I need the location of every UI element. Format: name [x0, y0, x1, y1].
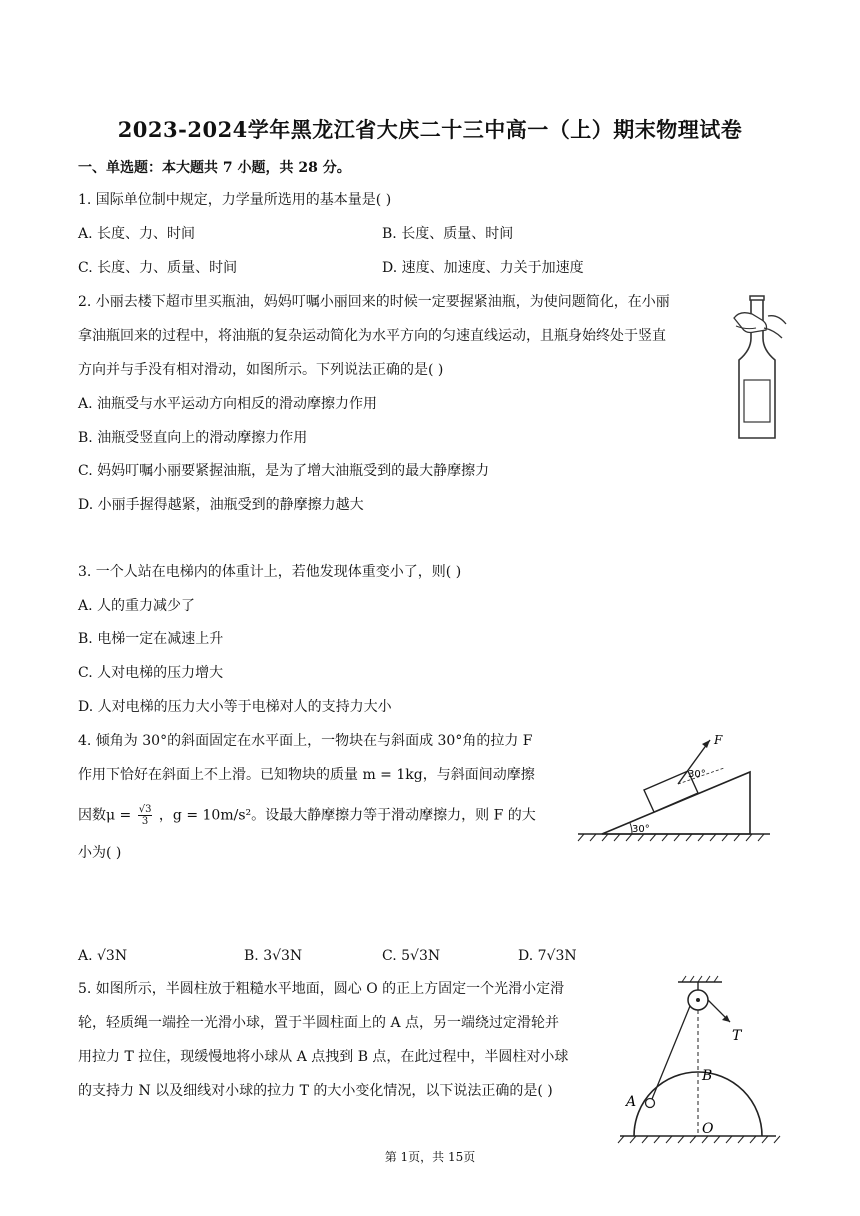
q2-stem-line-1: 2. 小丽去楼下超市里买瓶油，妈妈叮嘱小丽回来的时候一定要握紧油瓶，为使问题简化，在小丽 — [78, 294, 670, 310]
q1-option-c: C. 长度、力、质量、时间 — [78, 260, 238, 276]
q5-stem-line-1: 5. 如图所示，半圆柱放于粗糙水平地面，圆心 O 的正上方固定一个光滑小定滑 — [78, 981, 565, 997]
incline-figure — [574, 728, 774, 846]
q2-option-a: A. 油瓶受与水平运动方向相反的滑动摩擦力作用 — [78, 396, 378, 412]
q4-option-d: D. 7√3N — [518, 948, 577, 964]
q2-option-d: D. 小丽手握得越紧，油瓶受到的静摩擦力越大 — [78, 497, 364, 513]
q4-mu-numerator: √3 — [138, 804, 152, 815]
q5-stem-line-4: 的支持力 N 以及细线对小球的拉力 T 的大小变化情况，以下说法正确的是( ) — [78, 1083, 553, 1099]
page-footer: 第 1页，共 15页 — [384, 1150, 476, 1164]
q4-mu-denominator: 3 — [141, 816, 149, 827]
section-heading: 一、单选题：本大题共 7 小题，共 28 分。 — [78, 160, 351, 176]
q3-option-a: A. 人的重力减少了 — [78, 598, 196, 614]
q2-option-c: C. 妈妈叮嘱小丽要紧握油瓶，是为了增大油瓶受到的最大静摩擦力 — [78, 463, 490, 479]
q4-mu-label: 因数μ = — [78, 807, 132, 824]
q3-option-d: D. 人对电梯的压力大小等于电梯对人的支持力大小 — [78, 699, 392, 715]
q1-option-d: D. 速度、加速度、力关于加速度 — [382, 260, 584, 276]
pulley-figure — [614, 976, 782, 1160]
q4-stem-line-4: 小为( ) — [78, 845, 122, 861]
q1-option-b: B. 长度、质量、时间 — [382, 226, 514, 242]
q3-stem: 3. 一个人站在电梯内的体重计上，若他发现体重变小了，则( ) — [78, 564, 462, 580]
q5-stem-line-3: 用拉力 T 拉住，现缓慢地将小球从 A 点拽到 B 点，在此过程中，半圆柱对小球 — [78, 1049, 569, 1065]
q2-option-b: B. 油瓶受竖直向上的滑动摩擦力作用 — [78, 430, 308, 446]
q1-option-a: A. 长度、力、时间 — [78, 226, 196, 242]
force-f-label: F — [714, 733, 723, 747]
q4-g-text: ，g = 10m/s²。设最大静摩擦力等于滑动摩擦力，则 F 的大 — [158, 807, 536, 824]
q3-option-b: B. 电梯一定在减速上升 — [78, 631, 224, 647]
tension-t-label: T — [732, 1028, 742, 1044]
q2-stem-line-3: 方向并与手没有相对滑动，如图所示。下列说法正确的是( ) — [78, 362, 444, 378]
point-o-label: O — [702, 1121, 714, 1137]
q3-option-c: C. 人对电梯的压力增大 — [78, 665, 224, 681]
incline-angle-label: 30° — [632, 824, 650, 835]
q4-mu-fraction — [138, 804, 153, 827]
bottle-figure — [720, 290, 790, 442]
q2-stem-line-2: 拿油瓶回来的过程中，将油瓶的复杂运动简化为水平方向的匀速直线运动，且瓶身始终处于竖直 — [78, 328, 666, 344]
q4-stem-line-1: 4. 倾角为 30°的斜面固定在水平面上，一物块在与斜面成 30°角的拉力 F — [78, 733, 533, 749]
q5-stem-line-2: 轮，轻质绳一端拴一光滑小球，置于半圆柱面上的 A 点，另一端绕过定滑轮并 — [78, 1015, 560, 1031]
q4-stem-line-2: 作用下恰好在斜面上不上滑。已知物块的质量 m = 1kg，与斜面间动摩擦 — [78, 767, 535, 783]
q4-option-c: C. 5√3N — [382, 948, 441, 964]
page-title: 2023-2024学年黑龙江省大庆二十三中高一（上）期末物理试卷 — [117, 117, 743, 142]
point-b-label: B — [702, 1068, 713, 1084]
q4-option-b: B. 3√3N — [244, 948, 303, 964]
point-a-label: A — [626, 1094, 637, 1110]
force-angle-label: 30° — [688, 769, 706, 780]
q4-stem-line-3 — [78, 804, 536, 827]
q4-option-a: A. √3N — [78, 948, 128, 964]
q1-stem: 1. 国际单位制中规定，力学量所选用的基本量是( ) — [78, 192, 392, 208]
